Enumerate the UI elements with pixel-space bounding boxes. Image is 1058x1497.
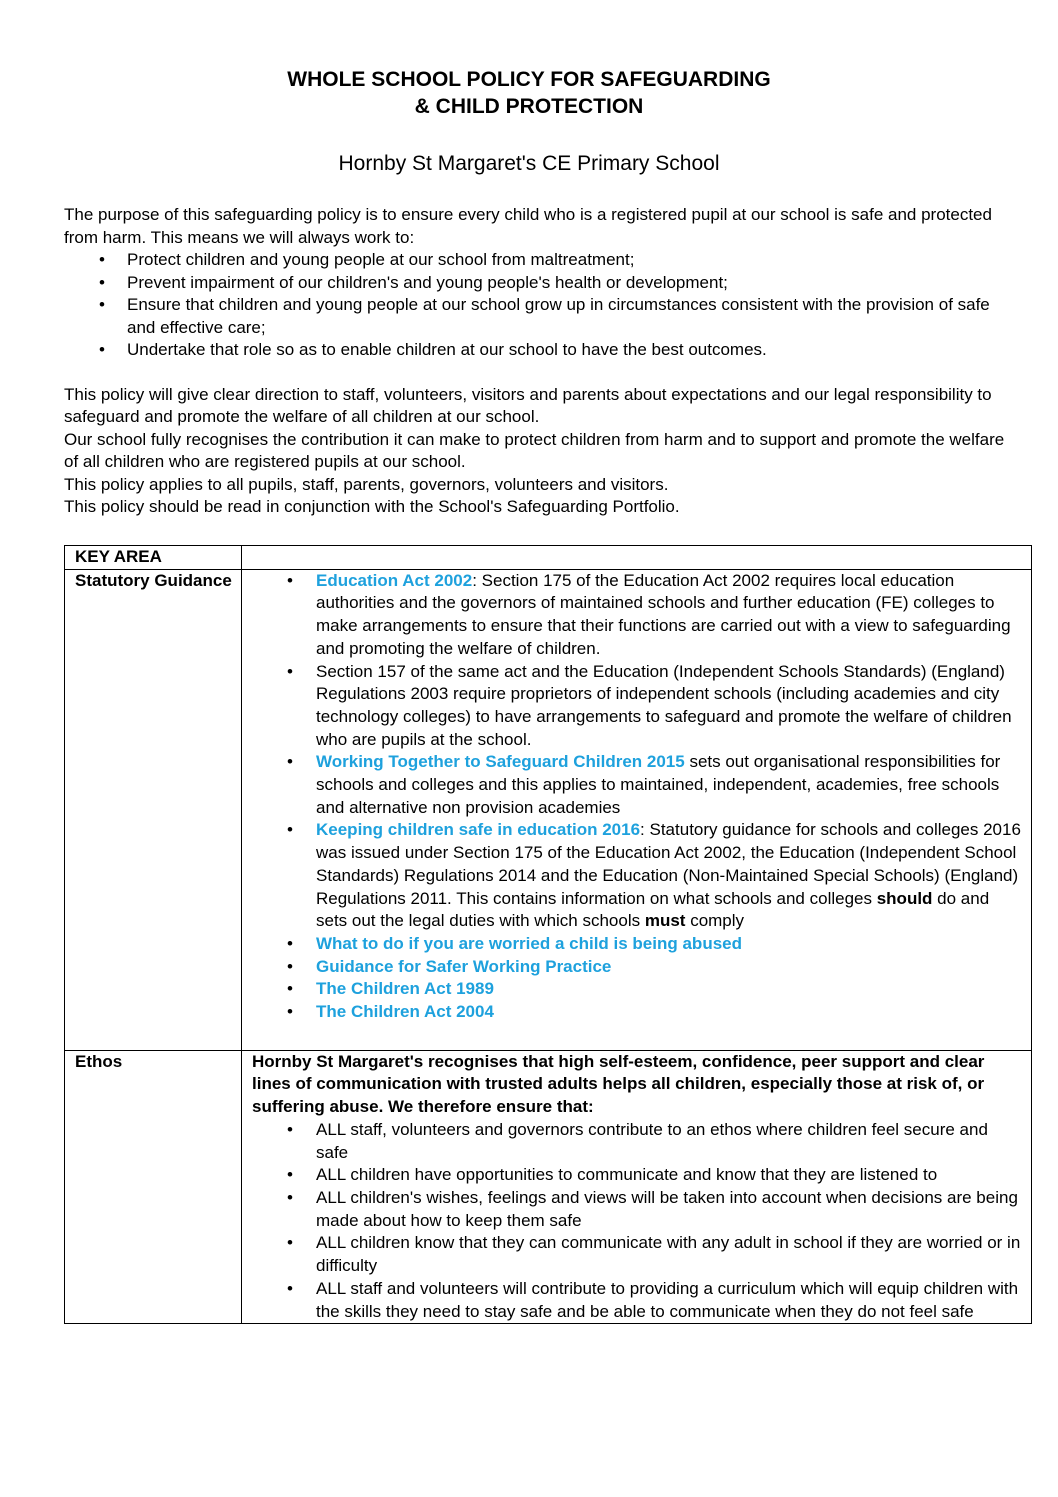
safer-working-practice-link[interactable]: Guidance for Safer Working Practice bbox=[316, 956, 612, 976]
list-item bbox=[316, 1001, 1023, 1024]
list-item bbox=[316, 819, 1023, 933]
item-text: do and sets out the legal duties with which schools bbox=[316, 888, 990, 931]
list-item bbox=[316, 978, 1023, 1001]
title-line-1: WHOLE SCHOOL POLICY FOR SAFEGUARDING bbox=[287, 68, 771, 91]
children-act-2004-link[interactable]: The Children Act 2004 bbox=[316, 1002, 494, 1022]
ethos-list bbox=[252, 1119, 1023, 1323]
worried-child-abused-link[interactable]: What to do if you are worried a child is being abused bbox=[316, 933, 742, 953]
children-act-1989-link[interactable]: The Children Act 1989 bbox=[316, 979, 494, 999]
bold-should: should bbox=[876, 888, 933, 908]
portfolio-paragraph: This policy should be read in conjunction with the School's Safeguarding Portfolio. bbox=[64, 497, 680, 516]
spacer bbox=[64, 362, 1014, 384]
working-together-link[interactable]: Working Together to Safeguard Children 2015 bbox=[316, 752, 685, 772]
education-act-2002-link[interactable]: Education Act 2002 bbox=[316, 570, 473, 590]
item-text: sets out organisational responsibilities for schools and colleges and this applies to maintained, independent, academies, free schools and alternative non provision academies bbox=[316, 752, 1001, 817]
purpose-item: • Undertake that role so as to enable children at our school to have the best outcomes. bbox=[127, 339, 1014, 362]
bold-must: must bbox=[644, 911, 686, 931]
list-item: • ALL staff and volunteers will contribute to providing a curriculum which will equip children with the skills they need to stay safe and be able to communicate when they do not feel safe bbox=[316, 1278, 1023, 1323]
title-line-2: & CHILD PROTECTION bbox=[414, 95, 644, 118]
header-label-cell: KEY AREA bbox=[65, 546, 242, 570]
list-item: • Section 157 of the same act and the Education (Independent Schools Standards) (England) Regulations 2003 require proprietors of independent schools (including academies and city technology colleges) to have arrangements to safeguard and promote the welfare of children who are pupils at the school. bbox=[316, 661, 1023, 752]
document-title bbox=[0, 66, 1058, 120]
table-row-statutory bbox=[65, 569, 1032, 1050]
purpose-item: • Protect children and young people at our school from maltreatment; bbox=[127, 249, 1014, 272]
list-item bbox=[316, 751, 1023, 819]
purpose-item: • Prevent impairment of our children's and young people's health or development; bbox=[127, 272, 1014, 295]
item-text: : Statutory guidance for schools and colleges 2016 was issued under Section 175 of the Education Act 2002, the Education (Independent School Standards) Regulations 2014 and the Education (Non-Maintained Special Schools) (England) Regulations 2011. This contains information on what schools and colleges bbox=[316, 820, 1021, 908]
recognition-paragraph: Our school fully recognises the contribution it can make to protect children from harm and to support and promote the welfare of all children who are registered pupils at our school. bbox=[64, 429, 1005, 471]
keeping-children-safe-link[interactable]: Keeping children safe in education 2016 bbox=[316, 820, 641, 840]
list-item: • ALL children have opportunities to communicate and know that they are listened to bbox=[316, 1164, 1023, 1187]
intro-section bbox=[64, 204, 1014, 519]
table-row-ethos bbox=[65, 1050, 1032, 1323]
key-area-table bbox=[64, 545, 1032, 1324]
list-item bbox=[316, 956, 1023, 979]
direction-paragraph: This policy will give clear direction to staff, volunteers, visitors and parents about expectations and our legal responsibility to safeguard and promote the welfare of all children at our school. bbox=[64, 384, 992, 426]
ethos-content bbox=[242, 1050, 1032, 1323]
purpose-paragraph: The purpose of this safeguarding policy is to ensure every child who is a registered pupil at our school is safe and protected from harm. This means we will always work to: bbox=[64, 205, 992, 247]
school-name: Hornby St Margaret's CE Primary School bbox=[338, 152, 720, 175]
list-item bbox=[316, 570, 1023, 661]
list-item: • ALL staff, volunteers and governors contribute to an ethos where children feel secure and safe bbox=[316, 1119, 1023, 1164]
header-empty-cell bbox=[242, 546, 1032, 570]
statutory-guidance-content bbox=[242, 569, 1032, 1050]
purpose-item: • Ensure that children and young people at our school grow up in circumstances consistent with the provision of safe and effective care; bbox=[127, 294, 1014, 339]
item-text: : Section 175 of the Education Act 2002 requires local education authorities and the governors of maintained schools and further education (FE) colleges to make arrangements to ensure that their functions are carried out with a view to safeguarding and promoting the welfare of children. bbox=[316, 570, 1011, 658]
ethos-intro: Hornby St Margaret's recognises that high self-esteem, confidence, peer support and clear lines of communication with trusted adults helps all children, especially those at risk of, or suffering abuse. We therefore ensure that: bbox=[252, 1051, 985, 1117]
list-item bbox=[316, 933, 1023, 956]
scope-paragraph: This policy applies to all pupils, staff, parents, governors, volunteers and visitors. bbox=[64, 474, 669, 494]
list-item: • ALL children's wishes, feelings and views will be taken into account when decisions are being made about how to keep them safe bbox=[316, 1187, 1023, 1232]
list-item: • ALL children know that they can communicate with any adult in school if they are worried or in difficulty bbox=[316, 1232, 1023, 1277]
purpose-list bbox=[64, 249, 1014, 362]
statutory-guidance-label: Statutory Guidance bbox=[65, 569, 242, 1050]
table-header-row bbox=[65, 546, 1032, 570]
ethos-label: Ethos bbox=[65, 1050, 242, 1323]
item-text: comply bbox=[685, 911, 745, 931]
statutory-list bbox=[252, 570, 1023, 1024]
